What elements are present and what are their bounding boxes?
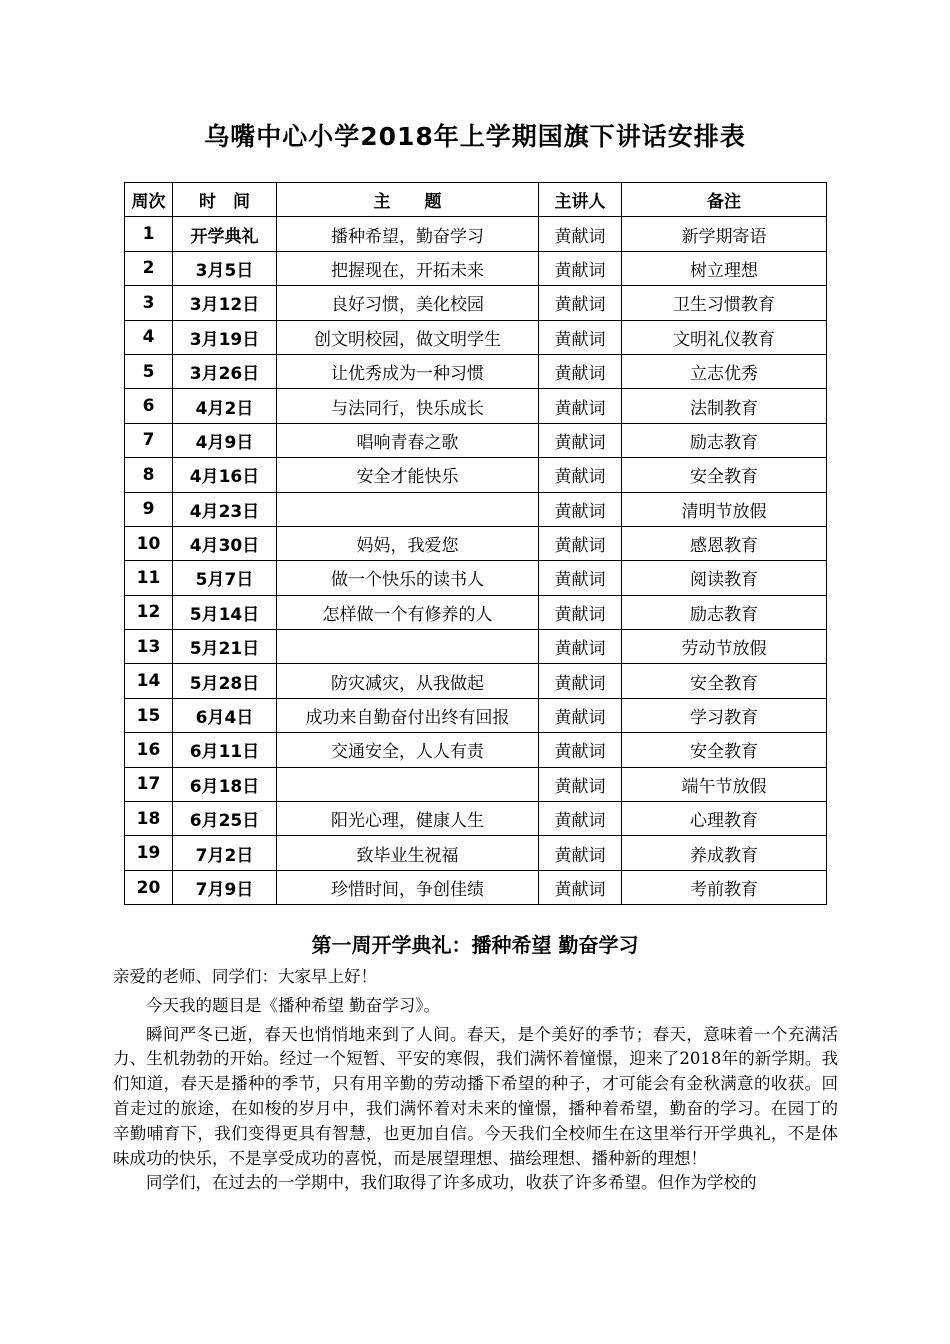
cell-note: 安全教育 <box>622 458 827 492</box>
cell-topic: 与法同行，快乐成长 <box>277 389 539 423</box>
cell-speaker: 黄献词 <box>539 423 622 457</box>
cell-speaker: 黄献词 <box>539 733 622 767</box>
page-title: 乌嘴中心小学2018年上学期国旗下讲话安排表 <box>204 122 746 151</box>
cell-speaker: 黄献词 <box>539 870 622 904</box>
cell-week: 20 <box>125 870 173 904</box>
cell-topic: 珍惜时间，争创佳绩 <box>277 870 539 904</box>
cell-topic: 安全才能快乐 <box>277 458 539 492</box>
cell-topic: 做一个快乐的读书人 <box>277 561 539 595</box>
cell-date: 6月4日 <box>173 698 277 732</box>
cell-week: 1 <box>125 217 173 251</box>
cell-speaker: 黄献词 <box>539 664 622 698</box>
header-date: 时 间 <box>173 183 277 217</box>
cell-speaker: 黄献词 <box>539 526 622 560</box>
cell-speaker: 黄献词 <box>539 595 622 629</box>
cell-date: 7月9日 <box>173 870 277 904</box>
table-row <box>125 802 827 836</box>
header-note: 备注 <box>622 183 827 217</box>
table-row <box>125 595 827 629</box>
speech-greeting: 亲爱的老师、同学们：大家早上好！ <box>113 967 377 986</box>
cell-week: 8 <box>125 458 173 492</box>
speech-paragraph: 同学们，在过去的一学期中，我们取得了许多成功，收获了许多希望。但作为学校的 <box>146 1173 757 1193</box>
cell-speaker: 黄献词 <box>539 251 622 285</box>
cell-note: 感恩教育 <box>622 526 827 560</box>
cell-topic: 把握现在，开拓未来 <box>277 251 539 285</box>
cell-topic: 良好习惯，美化校园 <box>277 286 539 320</box>
cell-week: 4 <box>125 320 173 354</box>
table-body <box>125 217 827 905</box>
table-row <box>125 492 827 526</box>
cell-speaker: 黄献词 <box>539 217 622 251</box>
cell-date: 4月2日 <box>173 389 277 423</box>
table-row <box>125 526 827 560</box>
speech-heading: 第一周开学典礼：播种希望 勤奋学习 <box>311 933 639 957</box>
cell-speaker: 黄献词 <box>539 320 622 354</box>
cell-speaker: 黄献词 <box>539 561 622 595</box>
speech-paragraph: 瞬间严冬已逝，春天也悄悄地来到了人间。春天，是个美好的季节；春天，意味着一个充满活力、生机勃勃的开始。经过一个短暂、平安的寒假，我们满怀着憧憬，迎来了2018年的新学期。我们知道，春天是播种的季节，只有用辛勤的劳动播下希望的种子，才可能会有金秋满意的收获。回首走过的旅途，在如梭的岁月中，我们满怀着对未来的憧憬，播种着希望，勤奋的学习。在园丁的辛勤哺育下，我们变得更具有智慧，也更加自信。今天我们全校师生在这里举行开学典礼，不是体味成功的快乐，不是享受成功的喜悦，而是展望理想、描绘理想、播种新的理想！ <box>113 1024 838 1168</box>
cell-note: 安全教育 <box>622 664 827 698</box>
table-row <box>125 389 827 423</box>
cell-topic: 播种希望，勤奋学习 <box>277 217 539 251</box>
cell-note: 树立理想 <box>622 251 827 285</box>
cell-note: 新学期寄语 <box>622 217 827 251</box>
cell-week: 13 <box>125 630 173 664</box>
cell-note: 清明节放假 <box>622 492 827 526</box>
cell-speaker: 黄献词 <box>539 286 622 320</box>
cell-date: 5月28日 <box>173 664 277 698</box>
table-row <box>125 354 827 388</box>
cell-date: 7月2日 <box>173 836 277 870</box>
cell-note: 文明礼仪教育 <box>622 320 827 354</box>
cell-note: 立志优秀 <box>622 354 827 388</box>
table-row <box>125 767 827 801</box>
cell-date: 开学典礼 <box>173 217 277 251</box>
cell-topic: 致毕业生祝福 <box>277 836 539 870</box>
cell-date: 4月9日 <box>173 423 277 457</box>
cell-note: 劳动节放假 <box>622 630 827 664</box>
cell-note: 养成教育 <box>622 836 827 870</box>
cell-week: 12 <box>125 595 173 629</box>
cell-week: 7 <box>125 423 173 457</box>
cell-note: 学习教育 <box>622 698 827 732</box>
table-row <box>125 698 827 732</box>
cell-date: 3月5日 <box>173 251 277 285</box>
cell-date: 6月18日 <box>173 767 277 801</box>
cell-week: 9 <box>125 492 173 526</box>
cell-note: 卫生习惯教育 <box>622 286 827 320</box>
cell-note: 端午节放假 <box>622 767 827 801</box>
cell-date: 3月12日 <box>173 286 277 320</box>
cell-week: 14 <box>125 664 173 698</box>
cell-note: 安全教育 <box>622 733 827 767</box>
header-week: 周次 <box>125 183 173 217</box>
header-speaker: 主讲人 <box>539 183 622 217</box>
cell-date: 5月7日 <box>173 561 277 595</box>
cell-topic: 阳光心理，健康人生 <box>277 802 539 836</box>
cell-speaker: 黄献词 <box>539 630 622 664</box>
cell-topic: 防灾减灾，从我做起 <box>277 664 539 698</box>
cell-date: 4月23日 <box>173 492 277 526</box>
table-row <box>125 870 827 904</box>
cell-note: 法制教育 <box>622 389 827 423</box>
cell-week: 2 <box>125 251 173 285</box>
cell-topic <box>277 630 539 664</box>
speech-paragraph: 今天我的题目是《播种希望 勤奋学习》。 <box>146 995 440 1015</box>
cell-note: 心理教育 <box>622 802 827 836</box>
cell-topic: 创文明校园，做文明学生 <box>277 320 539 354</box>
cell-date: 5月21日 <box>173 630 277 664</box>
cell-note: 励志教育 <box>622 423 827 457</box>
table-row <box>125 320 827 354</box>
cell-note: 考前教育 <box>622 870 827 904</box>
table-row <box>125 836 827 870</box>
cell-week: 18 <box>125 802 173 836</box>
cell-week: 17 <box>125 767 173 801</box>
cell-week: 16 <box>125 733 173 767</box>
table-row <box>125 630 827 664</box>
cell-date: 3月19日 <box>173 320 277 354</box>
table-row <box>125 664 827 698</box>
cell-speaker: 黄献词 <box>539 767 622 801</box>
cell-date: 6月25日 <box>173 802 277 836</box>
schedule-table <box>124 182 827 905</box>
cell-speaker: 黄献词 <box>539 354 622 388</box>
cell-speaker: 黄献词 <box>539 836 622 870</box>
table-header-row <box>125 183 827 217</box>
cell-topic <box>277 492 539 526</box>
cell-week: 3 <box>125 286 173 320</box>
cell-date: 4月16日 <box>173 458 277 492</box>
cell-speaker: 黄献词 <box>539 698 622 732</box>
cell-date: 4月30日 <box>173 526 277 560</box>
cell-date: 6月11日 <box>173 733 277 767</box>
cell-week: 15 <box>125 698 173 732</box>
header-topic: 主 题 <box>277 183 539 217</box>
cell-speaker: 黄献词 <box>539 802 622 836</box>
table-row <box>125 733 827 767</box>
table-row <box>125 251 827 285</box>
cell-topic: 让优秀成为一种习惯 <box>277 354 539 388</box>
cell-speaker: 黄献词 <box>539 458 622 492</box>
cell-speaker: 黄献词 <box>539 492 622 526</box>
speech-body <box>113 965 838 1196</box>
table-row <box>125 561 827 595</box>
cell-note: 励志教育 <box>622 595 827 629</box>
cell-topic: 怎样做一个有修养的人 <box>277 595 539 629</box>
cell-date: 5月14日 <box>173 595 277 629</box>
cell-week: 10 <box>125 526 173 560</box>
cell-week: 6 <box>125 389 173 423</box>
cell-topic: 唱响青春之歌 <box>277 423 539 457</box>
cell-date: 3月26日 <box>173 354 277 388</box>
table-row <box>125 217 827 251</box>
cell-topic <box>277 767 539 801</box>
cell-topic: 妈妈，我爱您 <box>277 526 539 560</box>
table-row <box>125 423 827 457</box>
cell-note: 阅读教育 <box>622 561 827 595</box>
table-row <box>125 458 827 492</box>
cell-topic: 成功来自勤奋付出终有回报 <box>277 698 539 732</box>
cell-week: 5 <box>125 354 173 388</box>
cell-week: 19 <box>125 836 173 870</box>
table-row <box>125 286 827 320</box>
cell-week: 11 <box>125 561 173 595</box>
cell-topic: 交通安全，人人有责 <box>277 733 539 767</box>
cell-speaker: 黄献词 <box>539 389 622 423</box>
